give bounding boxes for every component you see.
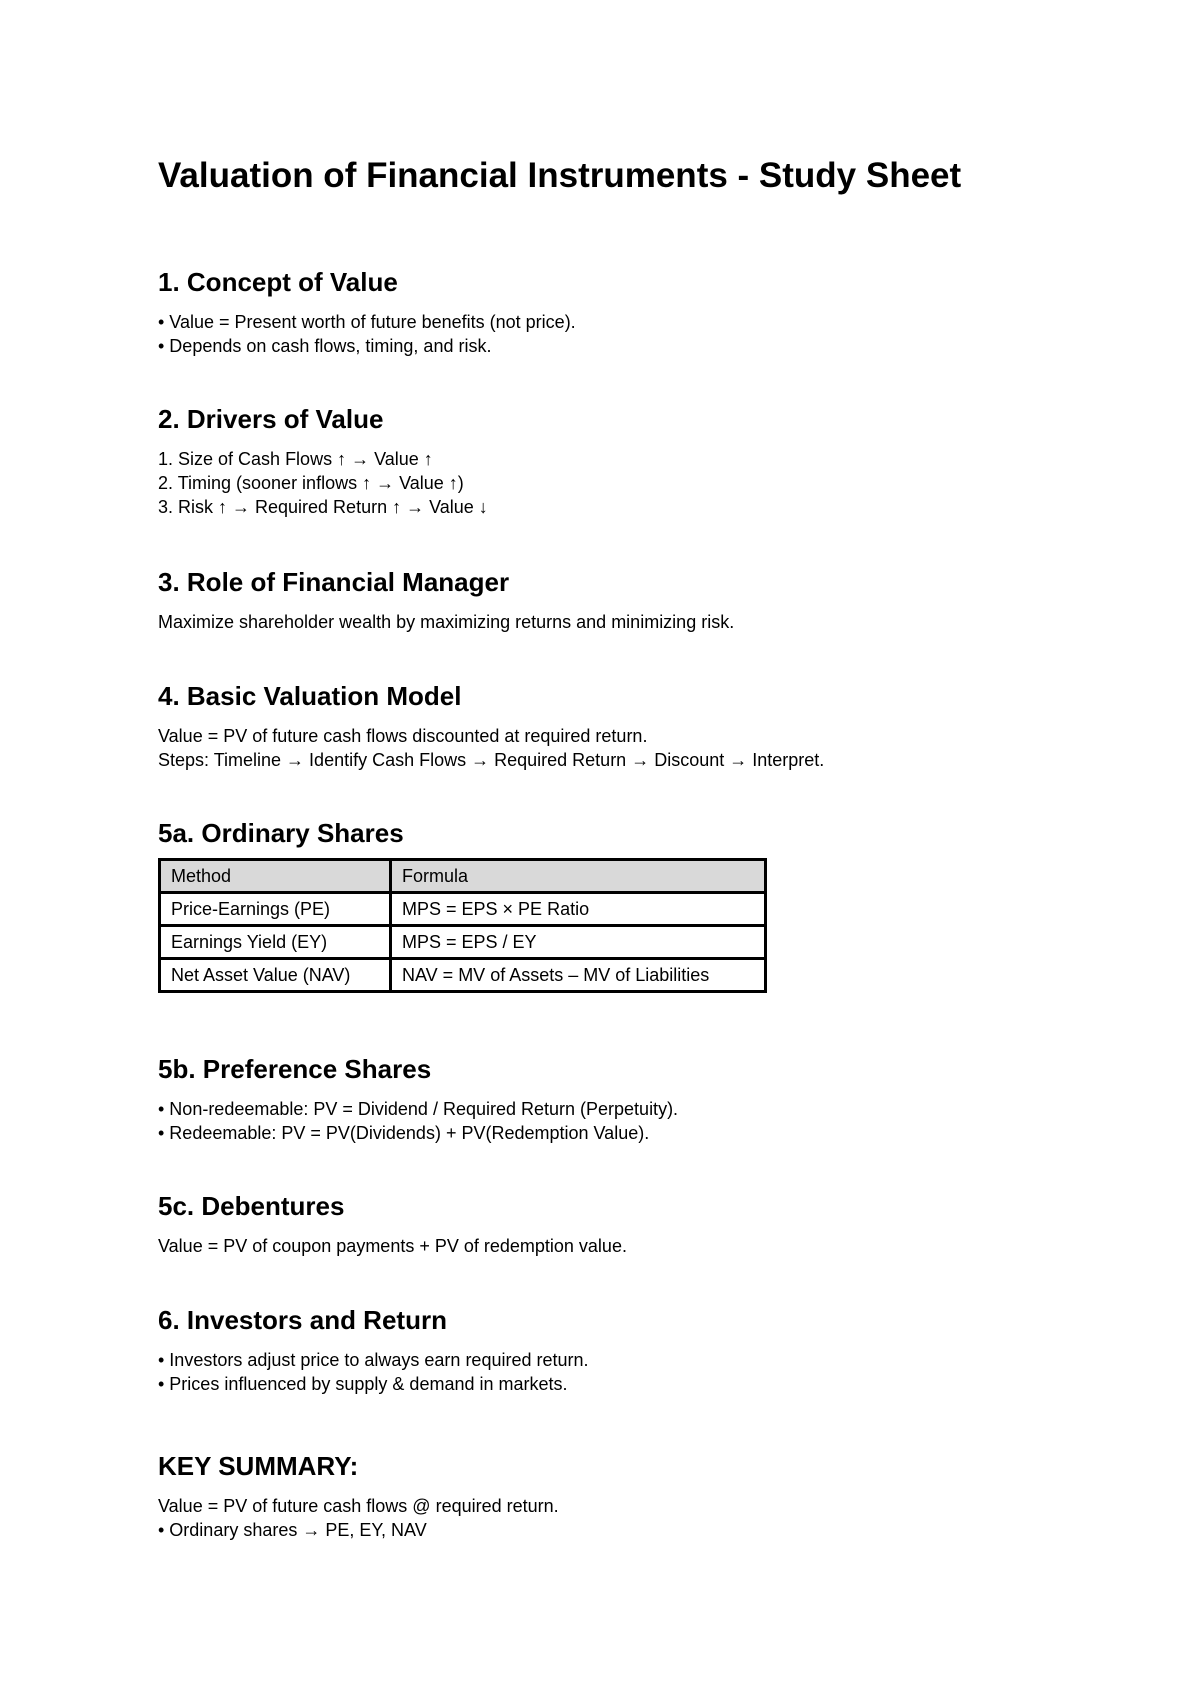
column-header: Method (160, 860, 391, 893)
table-cell: Net Asset Value (NAV) (160, 959, 391, 992)
table-cell: Price-Earnings (PE) (160, 893, 391, 926)
section-role-of-financial-manager (158, 566, 1058, 634)
numbered-line: 3. Risk ↑ → Required Return ↑ → Value ↓ (158, 497, 488, 517)
table-cell: MPS = EPS / EY (391, 926, 766, 959)
section-heading: 4. Basic Valuation Model (158, 681, 462, 711)
table-cell: Earnings Yield (EY) (160, 926, 391, 959)
numbered-line: 1. Size of Cash Flows ↑ → Value ↑ (158, 449, 433, 469)
section-investors-and-return (158, 1304, 1058, 1396)
section-heading: 5b. Preference Shares (158, 1054, 432, 1084)
section-ordinary-shares (158, 817, 1058, 849)
section-heading: 5a. Ordinary Shares (158, 818, 404, 848)
text-line: Value = PV of future cash flows @ required return. (158, 1496, 559, 1516)
column-header: Formula (391, 860, 766, 893)
section-heading: 1. Concept of Value (158, 267, 398, 297)
table-row (160, 926, 766, 959)
bullet-line: • Non-redeemable: PV = Dividend / Required Return (Perpetuity). (158, 1099, 679, 1119)
bullet-line: • Redeemable: PV = PV(Dividends) + PV(Redemption Value). (158, 1123, 650, 1143)
bullet-line: • Value = Present worth of future benefits (not price). (158, 312, 576, 332)
text-line: Value = PV of future cash flows discounted at required return. (158, 726, 648, 746)
text-line: Value = PV of coupon payments + PV of redemption value. (158, 1236, 627, 1256)
ordinary-shares-table (158, 858, 767, 993)
section-drivers-of-value (158, 403, 1058, 519)
page-title: Valuation of Financial Instruments - Study Sheet (158, 156, 962, 195)
section-key-summary (158, 1450, 1058, 1542)
table-cell: MPS = EPS × PE Ratio (391, 893, 766, 926)
section-heading: 6. Investors and Return (158, 1305, 447, 1335)
table-header-row (160, 860, 766, 893)
section-heading: KEY SUMMARY: (158, 1451, 359, 1481)
bullet-line: • Prices influenced by supply & demand in markets. (158, 1374, 568, 1394)
section-concept-of-value (158, 266, 1058, 358)
section-heading: 3. Role of Financial Manager (158, 567, 510, 597)
table-row (160, 893, 766, 926)
table-row (160, 959, 766, 992)
bullet-line: • Investors adjust price to always earn required return. (158, 1350, 589, 1370)
section-heading: 5c. Debentures (158, 1191, 345, 1221)
bullet-line: • Depends on cash flows, timing, and risk. (158, 336, 492, 356)
section-preference-shares (158, 1053, 1058, 1145)
table-cell: NAV = MV of Assets – MV of Liabilities (391, 959, 766, 992)
text-line: Maximize shareholder wealth by maximizing returns and minimizing risk. (158, 612, 735, 632)
text-line: Steps: Timeline → Identify Cash Flows → Required Return → Discount → Interpret. (158, 750, 825, 770)
bullet-line: • Ordinary shares → PE, EY, NAV (158, 1520, 427, 1540)
numbered-line: 2. Timing (sooner inflows ↑ → Value ↑) (158, 473, 464, 493)
section-basic-valuation-model (158, 680, 1058, 772)
section-heading: 2. Drivers of Value (158, 404, 384, 434)
section-debentures (158, 1190, 1058, 1258)
